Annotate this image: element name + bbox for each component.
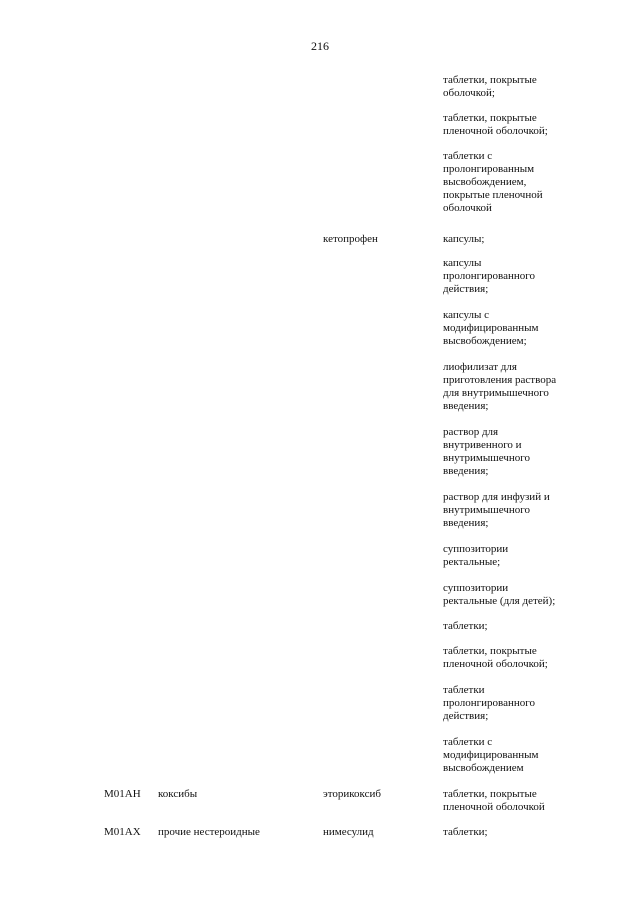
dosage-form: лиофилизат для приготовления раствора для внутримышечного введения; (443, 361, 557, 412)
dosage-form: суппозитории ректальные (для детей); (443, 582, 556, 607)
dosage-form: таблетки; (443, 620, 488, 632)
drug-name: эторикоксиб (323, 788, 381, 800)
drug-name: нимесулид (323, 826, 374, 838)
dosage-form: капсулы; (443, 233, 485, 245)
drug-name: кетопрофен (323, 233, 378, 245)
dosage-form: таблетки, покрытые пленочной оболочкой; (443, 645, 548, 670)
dosage-form: таблетки, покрытые пленочной оболочкой (443, 788, 545, 813)
drug-group: коксибы (158, 788, 198, 800)
dosage-form: раствор для инфузий и внутримышечного введения; (443, 491, 550, 529)
dosage-form: таблетки с пролонгированным высвобождением, покрытые пленочной оболочкой (443, 150, 543, 214)
dosage-form: таблетки пролонгированного действия; (443, 684, 535, 722)
dosage-form: суппозитории ректальные; (443, 543, 509, 568)
dosage-form: таблетки, покрытые оболочкой; (443, 74, 537, 99)
dosage-form: капсулы с модифицированным высвобождением; (443, 309, 539, 347)
dosage-form: таблетки, покрытые пленочной оболочкой; (443, 112, 548, 137)
dosage-form: таблетки с модифицированным высвобождением (443, 736, 539, 774)
dosage-form: капсулы пролонгированного действия; (443, 257, 535, 295)
page-number: 216 (311, 39, 329, 53)
dosage-form: таблетки; (443, 826, 488, 838)
drug-group: прочие нестероидные (158, 826, 260, 838)
dosage-form: раствор для внутривенного и внутримышечного введения; (443, 426, 530, 477)
atc-code: M01AX (104, 826, 141, 838)
atc-code: M01AH (104, 788, 141, 800)
